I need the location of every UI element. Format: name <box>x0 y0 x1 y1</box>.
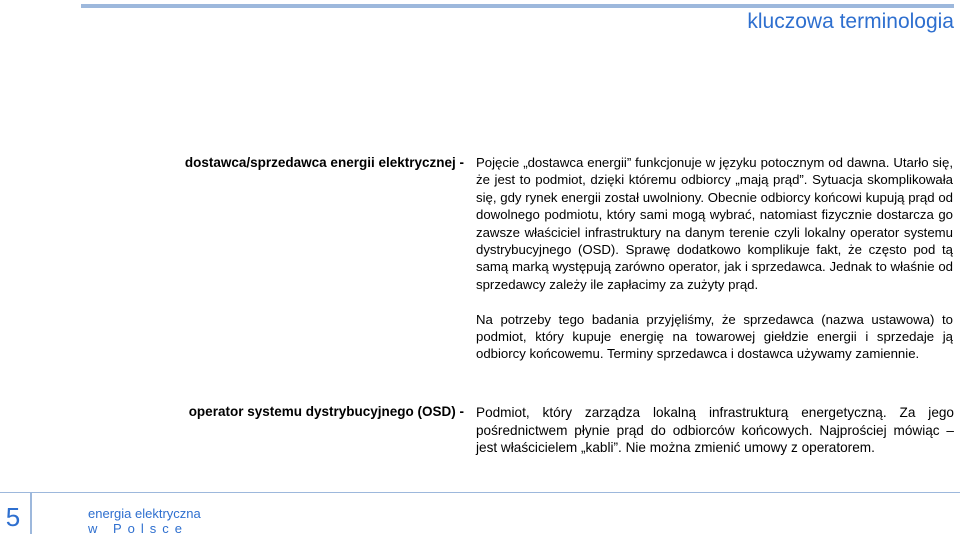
brand-logo-text <box>88 506 201 536</box>
brand-line-2: w Polsce <box>88 521 189 536</box>
definition-supplier <box>476 154 953 363</box>
definition-paragraph: Podmiot, który zarządza lokalną infrastrukturą energetyczną. Za jego pośrednictwem płynie prąd do odbiorców końcowych. Najprościej mówiąc – jest właścicielem „kabli”. Nie można zmienić umowy z operatorem. <box>476 405 954 456</box>
term-supplier: dostawca/sprzedawca energii elektrycznej - <box>184 155 464 170</box>
top-rule <box>81 4 954 8</box>
definition-paragraph: Pojęcie „dostawca energii” funkcjonuje w języku potocznym od dawna. Utarło się, że jest to podmiot, dzięki któremu odbiorcy „mają prąd”. Sytuacja skomplikowała się, gdy rynek energii został uwolniony. Obecnie odbiorcy końcowi kupują prąd od dowolnego podmiotu, który sami mogą wybrać, natomiast fizycznie dostarcza go zawsze właściciel infrastruktury na danym terenie czyli lokalny operator systemu dystrybucyjnego (OSD). Sprawę dodatkowo komplikuje fakt, że często pod tą samą marką występują zarówno operator, jak i sprzedawca. Jednak to właśnie od sprzedawcy zależy ile zapłacimy za zużyty prąd. <box>476 155 953 292</box>
page-number: 5 <box>5 502 21 532</box>
footer-rule <box>0 492 960 493</box>
brand-line-1: energia elektryczna <box>88 506 201 521</box>
term-osd: operator systemu dystrybucyjnego (OSD) - <box>188 404 464 419</box>
definition-paragraph: Na potrzeby tego badania przyjęliśmy, że sprzedawca (nazwa ustawowa) to podmiot, który kupuje energię na towarowej giełdzie energii i sprzedaje ją odbiorcy końcowemu. Terminy sprzedawca i dostawca używamy zamiennie. <box>476 311 953 362</box>
page-title: kluczowa terminologia <box>747 10 954 33</box>
definition-osd <box>476 404 954 457</box>
